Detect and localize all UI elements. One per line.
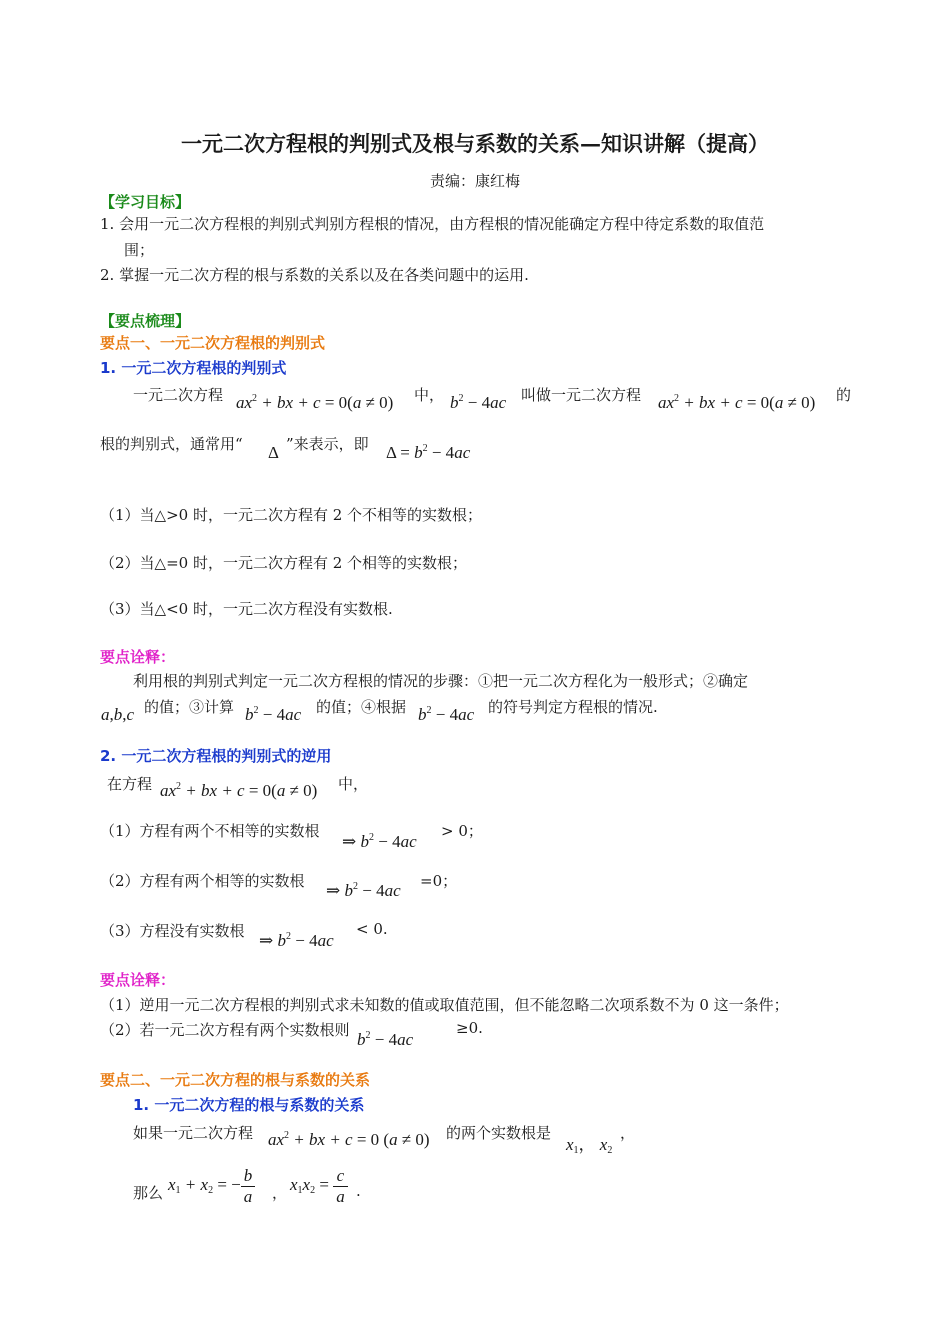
para2-text-a: 根的判别式，通常用“ (100, 435, 243, 453)
note1-line2-c: 的符号判定方程根的情况. (488, 698, 658, 716)
para2-text-b: ”来表示，即 (286, 435, 369, 453)
roots-x1-x2: $x_1$， $x_2$ (566, 1135, 613, 1156)
part1-heading: 要点一、一元二次方程根的判别式 (100, 334, 326, 352)
vieta-line2-a: 那么 (133, 1184, 164, 1202)
vieta-sum-formula: $x_1 + x_2$ = − $\frac{b}{a}$ (168, 1166, 255, 1206)
goals-heading: 【学习目标】 (100, 193, 191, 211)
case-3: （3）当△<0 时，一元二次方程没有实数根. (100, 600, 393, 618)
inverse-3-expr: ⇒ $b^2 - 4ac$ (259, 931, 334, 950)
para1-text-a: 一元二次方程 (133, 386, 224, 404)
para1-text-d: 的 (836, 386, 852, 404)
goal-item-1-cont: 围； (124, 241, 155, 259)
discriminant-expr-2: $b^2 - 4ac$ (245, 705, 302, 724)
goal-item-1: 1. 会用一元二次方程根的判别式判别方程根的情况，由方程根的情况能确定方程中待定系数的取值范 (100, 215, 765, 233)
discriminant-expr-4: $b^2 - 4ac$ (357, 1030, 414, 1049)
note1-line1: 利用根的判别式判定一元二次方程根的情况的步骤：①把一元二次方程化为一般形式；②确定 (133, 672, 749, 690)
inverse-1-sign: > 0； (441, 822, 483, 840)
inverse-2-sign: =0； (420, 872, 458, 890)
inverse-3-sign: < 0. (356, 920, 388, 938)
inverse-2-expr: ⇒ $b^2 - 4ac$ (326, 881, 401, 900)
note2-line1: （1）逆用一元二次方程根的判别式求未知数的值或取值范围，但不能忽略二次项系数不为 0 这一条件； (100, 996, 789, 1014)
discriminant-expr: $b^2 - 4ac$ (450, 393, 507, 412)
inverse-1-expr: ⇒ $b^2 - 4ac$ (342, 832, 417, 851)
note1-heading: 要点诠释： (100, 648, 176, 666)
vieta-line2-b: ， (272, 1184, 288, 1202)
case-2: （2）当△=0 时，一元二次方程有 2 个相等的实数根； (100, 554, 468, 572)
discriminant-expr-3: $b^2 - 4ac$ (418, 705, 475, 724)
delta-symbol: Δ (268, 443, 279, 462)
equation-standard-form-2: $ax^2$ + bx + c = 0(a ≠ 0) (658, 393, 816, 412)
note2-heading: 要点诠释： (100, 971, 176, 989)
equation-standard-form: $ax^2$ + bx + c = 0(a ≠ 0) (236, 393, 394, 412)
inverse-intro-a: 在方程 (107, 775, 153, 793)
points-heading: 【要点梳理】 (100, 312, 191, 330)
para1-text-c: 叫做一元二次方程 (521, 386, 642, 404)
inverse-3-text: （3）方程没有实数根 (100, 922, 245, 940)
vieta-line2-c: . (356, 1182, 361, 1200)
vieta-line1-a: 如果一元二次方程 (133, 1124, 254, 1142)
page-title: 一元二次方程根的判别式及根与系数的关系—知识讲解（提高） (181, 131, 769, 156)
coeff-abc: a,b,c (101, 705, 135, 724)
case-1: （1）当△>0 时，一元二次方程有 2 个不相等的实数根； (100, 506, 483, 524)
inverse-intro-b: 中， (338, 775, 369, 793)
part2-sub1-heading: 1. 一元二次方程的根与系数的关系 (133, 1096, 365, 1114)
note2-line2-a: （2）若一元二次方程有两个实数根则 (100, 1021, 350, 1039)
vieta-line1-b: 的两个实数根是 (446, 1124, 552, 1142)
delta-definition: $\Delta = b^2 - 4ac$ (386, 443, 471, 462)
equation-standard-form-3: $ax^2$ + bx + c = 0(a ≠ 0) (160, 781, 318, 800)
editor-line: 责编：康红梅 (429, 172, 520, 190)
inverse-2-text: （2）方程有两个相等的实数根 (100, 872, 305, 890)
note2-line2-b: ≥0. (456, 1019, 483, 1037)
goal-item-2: 2. 掌握一元二次方程的根与系数的关系以及在各类问题中的运用. (100, 266, 529, 284)
vieta-line1-c: ， (620, 1124, 636, 1142)
part1-sub2-heading: 2. 一元二次方程根的判别式的逆用 (100, 747, 332, 765)
inverse-1-text: （1）方程有两个不相等的实数根 (100, 822, 320, 840)
vieta-product-formula: $x_1x_2$ = $\frac{c}{a}$ (290, 1166, 348, 1206)
note1-line2-a: 的值；③计算 (144, 698, 235, 716)
equation-standard-form-4: $ax^2$ + bx + c = 0 (a ≠ 0) (268, 1130, 430, 1149)
part1-sub1-heading: 1. 一元二次方程根的判别式 (100, 359, 287, 377)
para1-text-b: 中， (414, 386, 445, 404)
note1-line2-b: 的值；④根据 (316, 698, 407, 716)
part2-heading: 要点二、一元二次方程的根与系数的关系 (100, 1071, 371, 1089)
